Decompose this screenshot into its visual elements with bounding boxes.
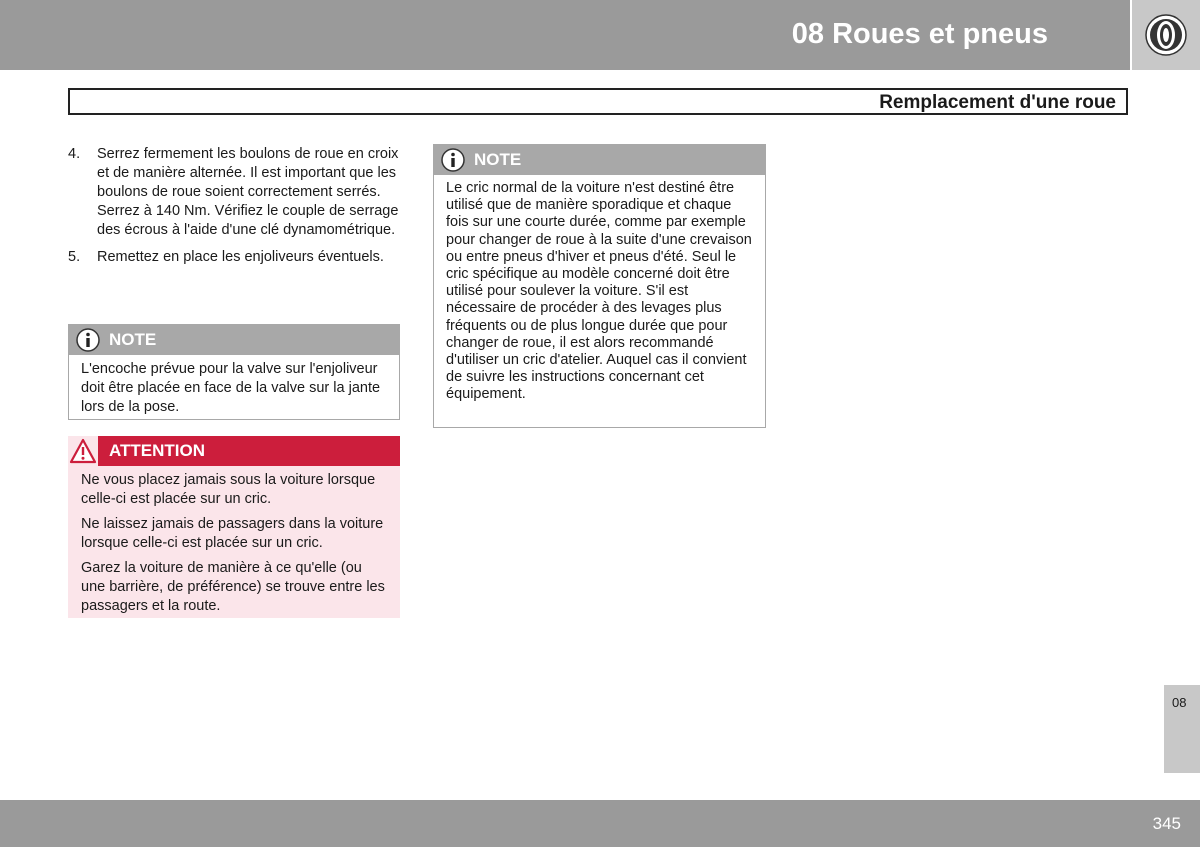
note-text: L'encoche prévue pour la valve sur l'enjoliveur doit être placée en face de la valve sur la jante lors de la pose.: [81, 361, 381, 415]
section-header: [68, 88, 1128, 115]
note-body: [434, 175, 765, 412]
note-header: [434, 145, 765, 175]
step-number: 5.: [68, 249, 81, 265]
note-valve-box: [68, 324, 400, 420]
note-body: [69, 355, 399, 425]
step-number: 4.: [68, 146, 81, 162]
step-text: Remettez en place les enjoliveurs éventuels.: [97, 249, 384, 265]
attention-paragraph: Garez la voiture de manière à ce qu'elle (ou une barrière, de préférence) se trouve entre les passagers et la route.: [81, 560, 385, 614]
attention-body: [68, 466, 400, 616]
note-header: [69, 325, 399, 355]
step-item: [68, 145, 402, 240]
note-text: Le cric normal de la voiture n'est destiné être utilisé que de manière sporadique et chaque fois sur une courte durée, comme par exemple pour changer de roue à la suite d'une crevaison ou entre pneus d'hiver et pneus d'été. Seul le cric spécifique au modèle concerné doit être utilisé pour soulever la voiture. S'il est nécessaire de procéder à des levages plus fréquents ou de plus longue durée que pour changer de roue, il est alors recommandé d'utiliser un cric d'atelier. Auquel cas il convient de suivre les instructions concernant cet équipement.: [446, 180, 752, 403]
chapter-tab-number: 08: [1172, 695, 1187, 710]
warning-triangle-icon: [69, 438, 97, 464]
info-icon: [76, 328, 100, 352]
header-bar: [0, 0, 1130, 70]
attention-label: ATTENTION: [109, 441, 206, 460]
info-icon: [441, 148, 465, 172]
page-number: 345: [1152, 814, 1181, 833]
note-label: NOTE: [474, 150, 522, 169]
chapter-title: 08 Roues et pneus: [791, 18, 1048, 50]
step-item: [68, 248, 402, 267]
attention-paragraph: Ne laissez jamais de passagers dans la voiture lorsque celle-ci est placée sur un cric.: [81, 516, 384, 551]
attention-box: [68, 436, 400, 618]
warning-icon-wrap: [68, 436, 98, 466]
note-jack-box: [433, 144, 766, 428]
chapter-icon-tab: [1132, 0, 1200, 70]
footer-bar: [0, 800, 1200, 847]
note-label: NOTE: [109, 330, 157, 349]
section-title: Remplacement d'une roue: [879, 92, 1116, 113]
tire-icon: [1145, 14, 1187, 56]
chapter-side-tab: [1164, 685, 1200, 773]
steps-list: [68, 145, 402, 275]
step-text: Serrez fermement les boulons de roue en croix et de manière alternée. Il est important que les boulons de roue soient correctement serrés. Serrez à 140 Nm. Vérifiez le couple de serrage des écrous à l'aide d'une clé dynamométrique.: [97, 146, 399, 238]
attention-header: [68, 436, 400, 466]
attention-paragraph: Ne vous placez jamais sous la voiture lorsque celle-ci est placée sur un cric.: [81, 472, 376, 507]
